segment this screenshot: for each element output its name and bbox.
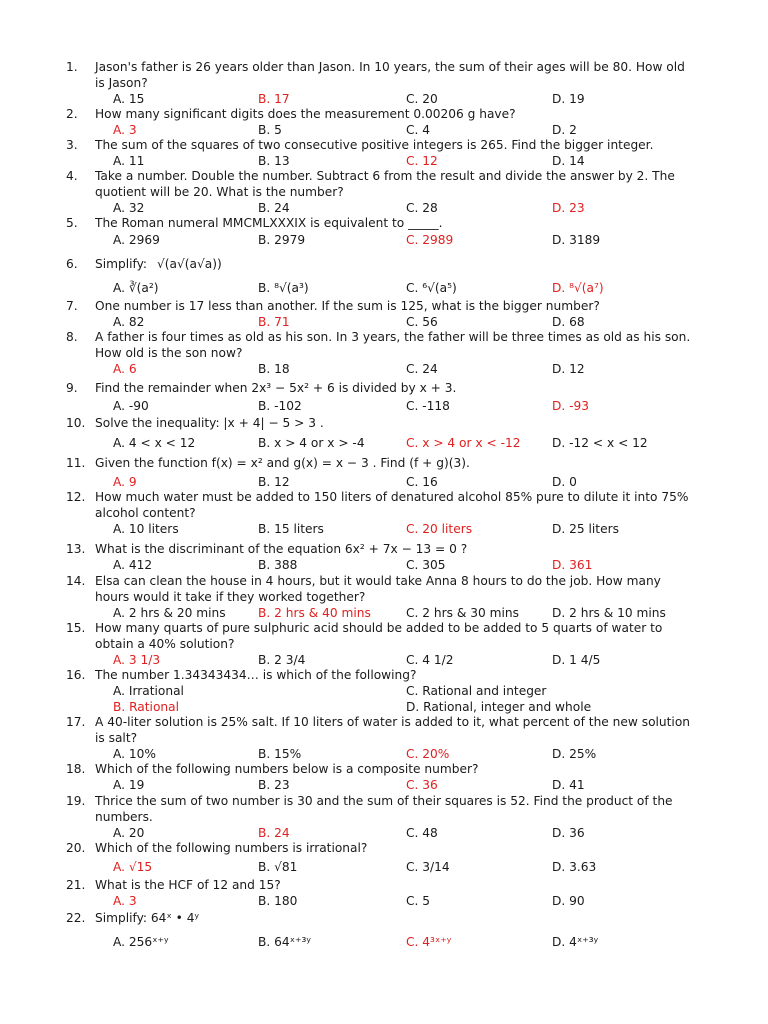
question-item (0, 137, 768, 171)
answer-choice[interactable] (406, 825, 438, 841)
question-text: One number is 17 less than another. If the sum is 125, what is the bigger number? (95, 299, 600, 313)
answer-choice-label: D. (552, 281, 566, 295)
answer-choice-math: ⁸√(a⁷) (565, 281, 604, 295)
answer-choice[interactable] (113, 122, 137, 138)
question-text: Find the remainder when 2x³ − 5x² + 6 is divided by x + 3. (95, 381, 457, 395)
answer-choice-label: C. 2989 (406, 233, 454, 247)
answer-choice[interactable] (406, 652, 454, 668)
question-text: Take a number. Double the number. Subtract 6 from the result and divide the answer by 2. The quotient will be 20. What is the number? (95, 169, 675, 199)
answer-choice[interactable] (113, 557, 152, 573)
answer-choice[interactable] (258, 280, 309, 296)
answer-choice[interactable] (113, 435, 195, 451)
answer-choice-label: A. 6 (113, 362, 137, 376)
question-item (0, 106, 768, 140)
answer-choice-label: C. 305 (406, 558, 446, 572)
question-text: A 40-liter solution is 25% salt. If 10 liters of water is added to it, what percent of the new solution is salt? (95, 715, 691, 745)
answer-choice-label: C. 5 (406, 894, 431, 908)
question-number: 6. (66, 257, 78, 271)
answer-choice-label: B. 13 (258, 154, 290, 168)
answer-choice-label: A. 11 (113, 154, 145, 168)
answer-choice-label: A. 2 hrs & 20 mins (113, 606, 226, 620)
answer-choice[interactable] (552, 153, 585, 169)
answer-choice-label: C. Rational and integer (406, 684, 547, 698)
answer-choice[interactable] (258, 398, 302, 414)
answer-choice-label: C. 4 1/2 (406, 653, 454, 667)
question-text: Simplify: (95, 257, 148, 271)
answer-choice-label: C. 4 (406, 123, 431, 137)
question-text: What is the HCF of 12 and 15? (95, 878, 281, 892)
answer-choice[interactable] (552, 777, 585, 793)
answer-choice-math: ∛(a²) (125, 281, 159, 295)
question-number: 10. (66, 416, 86, 430)
question-item (0, 380, 768, 416)
answer-choice-label: B. 71 (258, 315, 290, 329)
answer-choice[interactable] (258, 314, 290, 330)
answer-choice[interactable] (113, 825, 144, 841)
question-text: Which of the following numbers is irrational? (95, 841, 368, 855)
answer-choice[interactable] (258, 934, 311, 950)
answer-choice-label: C. 20 (406, 92, 438, 106)
question-item (0, 761, 768, 795)
question-item (0, 215, 768, 250)
answer-choice-label: A. -90 (113, 399, 149, 413)
answer-choice[interactable] (258, 122, 282, 138)
answer-choice-label: D. 68 (552, 315, 585, 329)
answer-choice[interactable] (258, 232, 305, 248)
answer-choice-label: B. 24 (258, 826, 290, 840)
question-item (0, 256, 768, 298)
question-number: 13. (66, 542, 86, 556)
answer-choice-label: A. 32 (113, 201, 145, 215)
question-number: 5. (66, 216, 78, 230)
answer-choice[interactable] (552, 232, 600, 248)
answer-choice[interactable] (113, 605, 226, 621)
question-text: Given the function f(x) = x² and g(x) = x − 3 . Find (f + g)(3). (95, 456, 470, 470)
question-item (0, 415, 768, 453)
answer-choice[interactable] (258, 605, 371, 621)
answer-choice[interactable] (258, 746, 301, 762)
answer-choice[interactable] (258, 652, 305, 668)
question-text: How many quarts of pure sulphuric acid should be added to be added to 5 quarts of water to obtain a 40% solution? (95, 621, 663, 651)
answer-choice[interactable] (113, 699, 179, 715)
answer-choice[interactable] (406, 521, 472, 537)
question-item (0, 455, 768, 492)
answer-choice-label: D. 41 (552, 778, 585, 792)
question-text: Thrice the sum of two number is 30 and the sum of their squares is 52. Find the product of the numbers. (95, 794, 673, 824)
answer-choice[interactable] (258, 777, 290, 793)
answer-choice[interactable] (258, 91, 290, 107)
question-text: Simplify: 64ˣ • 4ʸ (95, 911, 200, 925)
answer-choice[interactable] (406, 314, 438, 330)
question-text: How many significant digits does the measurement 0.00206 g have? (95, 107, 516, 121)
answer-choice-label: C. 16 (406, 475, 438, 489)
answer-choice-label: B. x > 4 or x > -4 (258, 436, 365, 450)
answer-choice-label: B. Rational (113, 700, 179, 714)
answer-choice-label: C. 56 (406, 315, 438, 329)
answer-choice[interactable] (113, 91, 144, 107)
question-text: What is the discriminant of the equation 6x² + 7x − 13 = 0 ? (95, 542, 468, 556)
answer-choice-label: A. 2969 (113, 233, 160, 247)
answer-choice-label: A. 10 liters (113, 522, 179, 536)
answer-choice[interactable] (406, 605, 519, 621)
answer-choice-label: C. x > 4 or x < -12 (406, 436, 521, 450)
answer-choice[interactable] (113, 474, 137, 490)
question-number: 2. (66, 107, 78, 121)
question-item (0, 59, 768, 109)
answer-choice[interactable] (552, 893, 585, 909)
answer-choice-label: D. 1 4/5 (552, 653, 601, 667)
answer-choice[interactable] (406, 699, 591, 715)
answer-choice-label: D. 23 (552, 201, 585, 215)
answer-choice-label: A. 19 (113, 778, 145, 792)
answer-choice[interactable] (552, 859, 596, 875)
answer-choice-label: B. 12 (258, 475, 290, 489)
question-text: Elsa can clean the house in 4 hours, but it would take Anna 8 hours to do the job. How many hours would it take if they worked together? (95, 574, 661, 604)
question-number: 11. (66, 456, 86, 470)
answer-choice-label: A. 10% (113, 747, 156, 761)
answer-choice-label: D. -93 (552, 399, 590, 413)
answer-choice-label: D. 4ˣ⁺³ʸ (552, 935, 599, 949)
answer-choice[interactable] (113, 893, 137, 909)
answer-choice-label: D. 2 hrs & 10 mins (552, 606, 666, 620)
answer-choice[interactable] (406, 859, 450, 875)
answer-choice-label: C. 20 liters (406, 522, 473, 536)
answer-choice-label: B. (258, 281, 271, 295)
answer-choice[interactable] (113, 683, 184, 699)
answer-choice[interactable] (406, 893, 430, 909)
answer-choice-label: B. -102 (258, 399, 302, 413)
answer-choice-label: C. 24 (406, 362, 438, 376)
question-item (0, 714, 768, 764)
question-number: 3. (66, 138, 78, 152)
answer-choice[interactable] (113, 314, 144, 330)
answer-choice-math: ⁶√(a⁵) (418, 281, 457, 295)
answer-choice-label: B. 5 (258, 123, 282, 137)
answer-choice[interactable] (406, 474, 438, 490)
answer-choice-label: C. 12 (406, 154, 438, 168)
answer-choice[interactable] (406, 557, 446, 573)
question-number: 22. (66, 911, 86, 925)
answer-choice-label: A. 82 (113, 315, 145, 329)
answer-choice-label: B. 23 (258, 778, 290, 792)
answer-choice-label: D. 90 (552, 894, 585, 908)
answer-choice-math: ⁸√(a³) (270, 281, 309, 295)
question-number: 8. (66, 330, 78, 344)
answer-choice-label: A. 3 (113, 894, 137, 908)
answer-choice-label: D. Rational, integer and whole (406, 700, 592, 714)
answer-choice[interactable] (552, 314, 585, 330)
question-item (0, 793, 768, 843)
answer-choice-label: D. 19 (552, 92, 585, 106)
answer-choice-label: C. 36 (406, 778, 438, 792)
question-number: 20. (66, 841, 86, 855)
answer-choice[interactable] (258, 859, 297, 875)
answer-choice-label: B. 2979 (258, 233, 306, 247)
question-number: 19. (66, 794, 86, 808)
answer-choice-label: A. 15 (113, 92, 145, 106)
answer-choice[interactable] (406, 153, 438, 169)
answer-choice-label: B. √81 (258, 860, 298, 874)
math-expression: √(a√(a√a)) (157, 257, 222, 271)
answer-choice[interactable] (406, 122, 430, 138)
question-text: Which of the following numbers below is a composite number? (95, 762, 479, 776)
question-number: 14. (66, 574, 86, 588)
answer-choice[interactable] (258, 153, 290, 169)
answer-choice-label: B. 388 (258, 558, 298, 572)
question-item (0, 489, 768, 539)
answer-choice[interactable] (406, 934, 451, 950)
question-item (0, 910, 768, 952)
answer-choice[interactable] (258, 474, 290, 490)
question-item (0, 168, 768, 218)
answer-choice[interactable] (552, 398, 589, 414)
answer-choice-label: B. 15% (258, 747, 302, 761)
answer-choice[interactable] (113, 153, 144, 169)
answer-choice-label: A. 3 (113, 123, 137, 137)
answer-choice-label: B. 18 (258, 362, 290, 376)
answer-choice-label: D. 3.63 (552, 860, 597, 874)
answer-choice[interactable] (113, 361, 137, 377)
answer-choice[interactable] (552, 934, 598, 950)
answer-choice[interactable] (406, 746, 449, 762)
answer-choice[interactable] (406, 361, 438, 377)
answer-choice[interactable] (258, 435, 365, 451)
answer-choice[interactable] (258, 200, 290, 216)
question-item (0, 620, 768, 670)
question-text: The sum of the squares of two consecutive positive integers is 265. Find the bigger integer. (95, 138, 654, 152)
answer-choice-label: C. 2 hrs & 30 mins (406, 606, 519, 620)
question-number: 16. (66, 668, 86, 682)
answer-choice[interactable] (113, 232, 160, 248)
question-number: 1. (66, 60, 78, 74)
question-number: 21. (66, 878, 86, 892)
answer-choice-label: B. 64ˣ⁺³ʸ (258, 935, 311, 949)
answer-choice-label: C. 28 (406, 201, 438, 215)
answer-choice[interactable] (552, 280, 604, 296)
answer-choice[interactable] (406, 435, 520, 451)
answer-choice[interactable] (113, 777, 144, 793)
answer-choice-label: A. 20 (113, 826, 145, 840)
answer-choice[interactable] (113, 280, 159, 296)
answer-choice-label: D. 25 liters (552, 522, 619, 536)
answer-choice-label: A. 412 (113, 558, 153, 572)
answer-choice-label: D. 12 (552, 362, 585, 376)
answer-choice[interactable] (552, 825, 585, 841)
answer-choice[interactable] (258, 825, 290, 841)
answer-choice[interactable] (552, 91, 585, 107)
question-item (0, 541, 768, 575)
question-text: How much water must be added to 150 liters of denatured alcohol 85% pure to dilute it into 75% alcohol content? (95, 490, 689, 520)
answer-choice[interactable] (258, 557, 297, 573)
answer-choice[interactable] (552, 122, 577, 138)
question-item (0, 667, 768, 714)
answer-choice[interactable] (552, 605, 666, 621)
question-number: 9. (66, 381, 78, 395)
question-text: Solve the inequality: |x + 4| − 5 > 3 . (95, 416, 324, 430)
answer-choice-label: A. 4 < x < 12 (113, 436, 196, 450)
question-number: 7. (66, 299, 78, 313)
answer-choice-label: A. √15 (113, 860, 153, 874)
answer-choice-label: A. Irrational (113, 684, 184, 698)
answer-choice-label: B. 17 (258, 92, 290, 106)
question-item (0, 329, 768, 379)
answer-choice-label: C. 48 (406, 826, 438, 840)
answer-choice-label: A. 3 1/3 (113, 653, 161, 667)
answer-choice[interactable] (406, 232, 453, 248)
question-number: 4. (66, 169, 78, 183)
answer-choice[interactable] (552, 746, 596, 762)
answer-choice[interactable] (113, 934, 169, 950)
answer-choice-label: A. 9 (113, 475, 137, 489)
answer-choice-label: A. (113, 281, 125, 295)
answer-choice-label: B. 180 (258, 894, 298, 908)
answer-choice[interactable] (552, 435, 648, 451)
answer-choice[interactable] (113, 746, 156, 762)
question-item (0, 573, 768, 623)
answer-choice-label: B. 2 3/4 (258, 653, 306, 667)
answer-choice[interactable] (406, 398, 450, 414)
answer-choice[interactable] (258, 893, 297, 909)
answer-choice[interactable] (406, 683, 546, 699)
answer-choice-label: D. 3189 (552, 233, 601, 247)
answer-choice[interactable] (406, 91, 438, 107)
question-item (0, 840, 768, 877)
answer-choice[interactable] (113, 200, 144, 216)
answer-choice[interactable] (406, 200, 438, 216)
answer-choice[interactable] (258, 361, 290, 377)
answer-choice[interactable] (552, 521, 619, 537)
answer-choice-label: D. 2 (552, 123, 577, 137)
question-text: The Roman numeral MMCMLXXXIX is equivalent to _____. (95, 216, 443, 230)
question-number: 12. (66, 490, 86, 504)
answer-choice-label: D. 14 (552, 154, 585, 168)
answer-choice-label: D. 361 (552, 558, 593, 572)
answer-choice-label: C. (406, 281, 419, 295)
answer-choice-label: C. 20% (406, 747, 450, 761)
answer-choice[interactable] (552, 361, 585, 377)
answer-choice-label: B. 24 (258, 201, 290, 215)
answer-choice[interactable] (552, 474, 577, 490)
answer-choice[interactable] (113, 521, 179, 537)
answer-choice[interactable] (113, 652, 160, 668)
answer-choice-label: B. 2 hrs & 40 mins (258, 606, 371, 620)
answer-choice-label: C. -118 (406, 399, 450, 413)
answer-choice[interactable] (552, 200, 585, 216)
answer-choice-label: C. 3/14 (406, 860, 450, 874)
answer-choice-label: D. 25% (552, 747, 597, 761)
answer-choice[interactable] (258, 521, 324, 537)
question-number: 15. (66, 621, 86, 635)
question-number: 17. (66, 715, 86, 729)
answer-choice-label: D. 36 (552, 826, 585, 840)
answer-choice-label: B. 15 liters (258, 522, 324, 536)
answer-choice[interactable] (552, 652, 600, 668)
answer-choice-label: D. 0 (552, 475, 577, 489)
answer-choice-label: D. -12 < x < 12 (552, 436, 648, 450)
answer-choice[interactable] (113, 398, 149, 414)
question-number: 18. (66, 762, 86, 776)
answer-choice-label: A. 256ˣ⁺ʸ (113, 935, 169, 949)
question-text: The number 1.34343434… is which of the following? (95, 668, 417, 682)
question-item (0, 298, 768, 332)
answer-choice[interactable] (113, 859, 152, 875)
question-text: A father is four times as old as his son. In 3 years, the father will be three times as old as his son. How old is the son now? (95, 330, 691, 360)
answer-choice[interactable] (406, 280, 457, 296)
answer-choice-label: C. 4³ˣ⁺ʸ (406, 935, 452, 949)
question-item (0, 877, 768, 911)
question-text: Jason's father is 26 years older than Jason. In 10 years, the sum of their ages will be 80. How old is Jason? (95, 60, 685, 90)
answer-choice[interactable] (406, 777, 438, 793)
answer-choice[interactable] (552, 557, 592, 573)
